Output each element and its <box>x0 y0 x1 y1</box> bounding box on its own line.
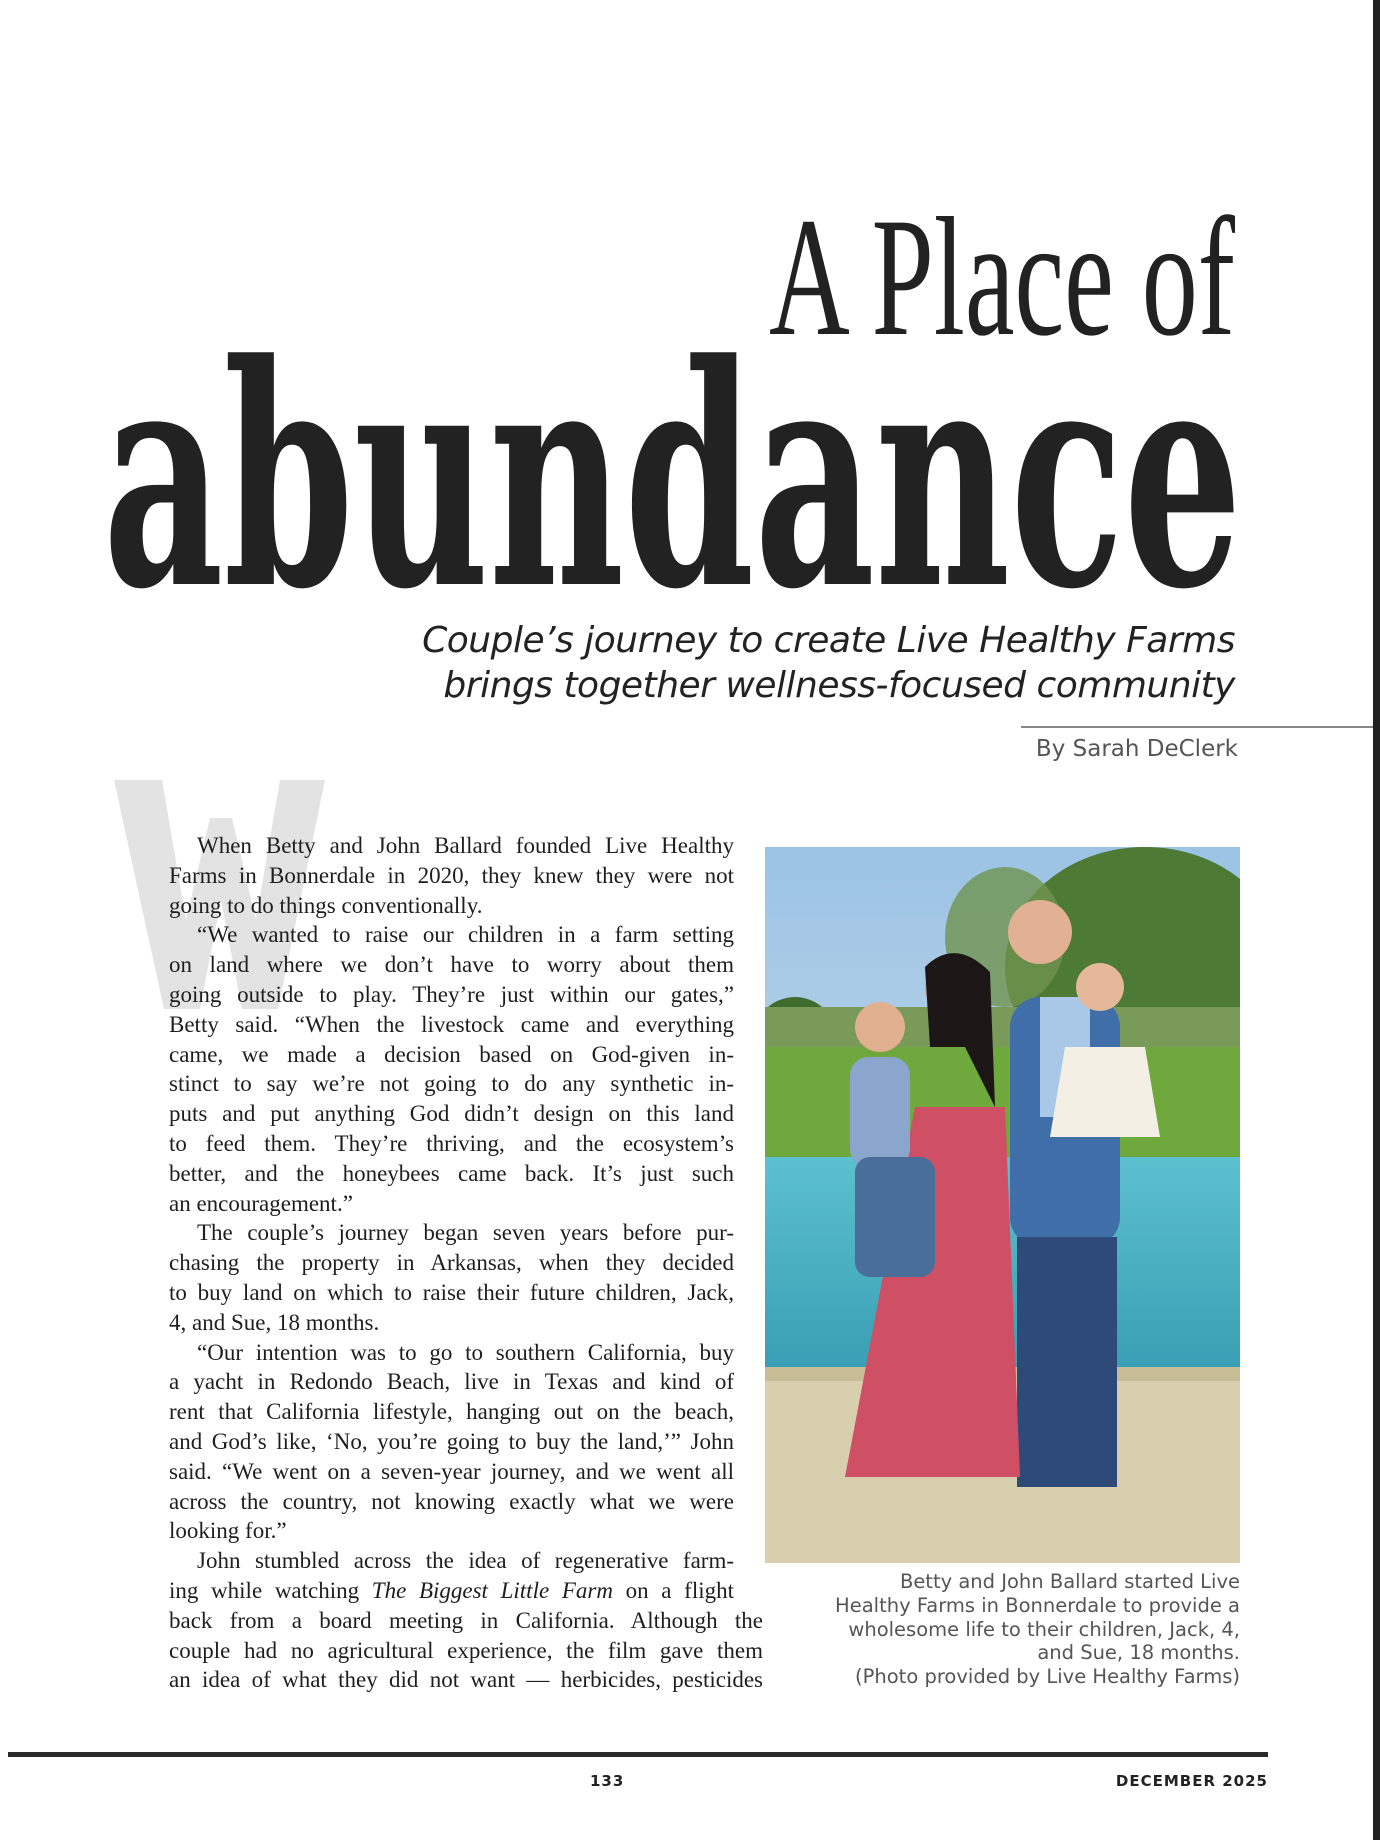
body-text: chasing the property in Arkansas, when they decided <box>169 1250 734 1276</box>
body-text: “We wanted to raise our children in a farm setting <box>197 922 734 948</box>
headline <box>0 0 1380 620</box>
body-text: going to do things conventionally. <box>169 892 483 918</box>
body-text: an encouragement.” <box>169 1190 353 1216</box>
body-line <box>169 980 734 1010</box>
body-line <box>169 1278 734 1308</box>
headline-line1: A Place of <box>769 183 1236 371</box>
body-text: on land where we don’t have to worry about them <box>169 952 734 978</box>
body-text: John stumbled across the idea of regenerative farm- <box>197 1548 734 1574</box>
subtitle-line: brings together wellness-focused community <box>443 665 1235 706</box>
body-line <box>169 1606 763 1636</box>
body-line <box>169 1099 734 1129</box>
body-line <box>169 1457 734 1487</box>
caption-line: and Sue, 18 months. <box>1037 1641 1240 1665</box>
body-line <box>169 1159 734 1189</box>
body-text: The couple’s journey began seven years before pur- <box>197 1220 734 1246</box>
byline-rule <box>1021 726 1373 728</box>
body-line <box>169 1576 734 1606</box>
body-line <box>169 1069 734 1099</box>
body-text: Betty said. “When the livestock came and everything <box>169 1011 734 1037</box>
body-line <box>169 950 734 980</box>
caption-line: wholesome life to their children, Jack, 4, <box>848 1617 1240 1641</box>
subtitle-line: Couple’s journey to create Live Healthy Farms <box>422 620 1235 661</box>
body-text: couple had no agricultural experience, the film gave them <box>169 1637 763 1663</box>
body-line <box>169 831 734 861</box>
body-text: 4, and Sue, 18 months. <box>169 1309 380 1335</box>
body-text: on a flight <box>612 1577 734 1603</box>
body-text: came, we made a decision based on God-given in- <box>169 1041 734 1067</box>
body-text: an idea of what they did not want — herbicides, pesticides <box>169 1667 763 1693</box>
body-line <box>169 891 734 921</box>
body-text: When Betty and John Ballard founded Live Healthy <box>197 833 734 858</box>
body-line <box>169 920 734 950</box>
issue-date: DECEMBER 2025 <box>1115 1772 1268 1790</box>
body-line <box>169 1665 763 1695</box>
body-text: looking for.” <box>169 1518 287 1544</box>
body-text: said. “We went on a seven-year journey, and we went all <box>169 1458 734 1484</box>
body-text: stinct to say we’re not going to do any synthetic in- <box>169 1071 734 1097</box>
body-line <box>169 1338 734 1368</box>
caption-line: Betty and John Ballard started Live <box>899 1570 1240 1593</box>
body-line <box>169 1546 734 1576</box>
photo-caption <box>835 1570 1240 1689</box>
photo-illustration <box>765 847 1240 1563</box>
body-line <box>169 1427 734 1457</box>
page-number: 133 <box>590 1772 625 1790</box>
body-text: “Our intention was to go to southern California, buy <box>197 1339 734 1365</box>
body-line <box>169 1308 734 1338</box>
body-text: ing while watching <box>169 1577 372 1603</box>
body-line <box>169 1189 734 1219</box>
body-line <box>169 1129 734 1159</box>
body-text: better, and the honeybees came back. It’s just such <box>169 1160 734 1186</box>
body-line <box>169 861 734 891</box>
body-text: a yacht in Redondo Beach, live in Texas and kind of <box>169 1369 734 1395</box>
body-line <box>169 1636 763 1666</box>
body-text: puts and put anything God didn’t design on this land <box>169 1101 734 1127</box>
byline: By Sarah DeClerk <box>1035 736 1238 762</box>
body-text: back from a board meeting in California. Although the <box>169 1607 763 1633</box>
caption-line: Healthy Farms in Bonnerdale to provide a <box>835 1593 1240 1617</box>
body-text: to buy land on which to raise their future children, Jack, <box>169 1279 734 1305</box>
body-line <box>169 1367 734 1397</box>
body-line <box>169 1248 734 1278</box>
body-text: to feed them. They’re thriving, and the ecosystem’s <box>169 1130 734 1156</box>
footer-rule <box>8 1752 1268 1757</box>
family-photo <box>765 847 1240 1563</box>
body-line <box>169 1516 734 1546</box>
headline-line2: abundance <box>103 298 1242 620</box>
body-text: rent that California lifestyle, hanging out on the beach, <box>169 1399 734 1425</box>
body-line <box>169 1218 734 1248</box>
film-title: The Biggest Little Farm <box>371 1577 613 1603</box>
body-text: and God’s like, ‘No, you’re going to buy the land,’” John <box>169 1428 734 1454</box>
body-line <box>169 1010 734 1040</box>
article-body <box>169 831 763 1695</box>
body-line <box>169 1040 734 1070</box>
caption-line: (Photo provided by Live Healthy Farms) <box>855 1665 1240 1689</box>
body-line <box>169 1397 734 1427</box>
subtitle <box>422 618 1235 708</box>
body-text: Farms in Bonnerdale in 2020, they knew they were not <box>169 862 734 888</box>
body-text: across the country, not knowing exactly what we were <box>169 1488 734 1514</box>
body-text: going outside to play. They’re just within our gates,” <box>169 981 734 1007</box>
body-line <box>169 1487 734 1517</box>
